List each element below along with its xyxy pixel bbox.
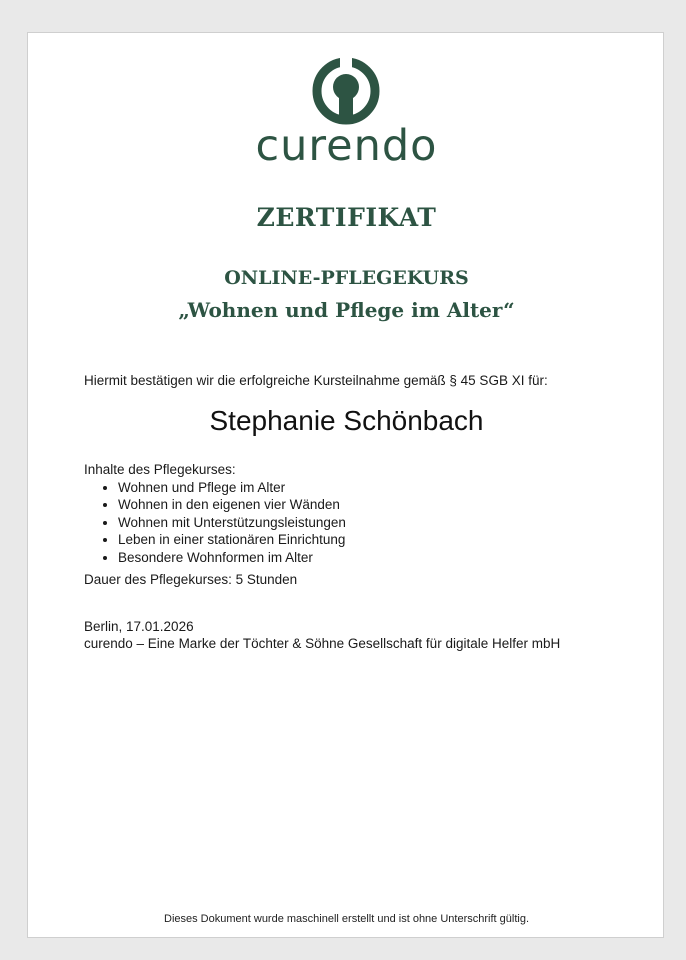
list-item: • Wohnen und Pflege im Alter bbox=[118, 479, 346, 496]
confirmation-text: Hiermit bestätigen wir die erfolgreiche Kursteilnahme gemäß § 45 SGB XI für: bbox=[84, 373, 548, 388]
list-item: • Leben in einer stationären Einrichtung bbox=[118, 531, 346, 548]
place-date: Berlin, 17.01.2026 bbox=[84, 619, 194, 634]
logo-wordmark: curendo bbox=[255, 121, 438, 171]
issuer-line: curendo – Eine Marke der Töchter & Söhne Gesellschaft für digitale Helfer mbH bbox=[84, 636, 561, 651]
list-item: • Wohnen mit Unterstützungsleistungen bbox=[118, 514, 346, 531]
curendo-logo-icon bbox=[312, 57, 380, 125]
participant-name: Stephanie Schönbach bbox=[209, 405, 484, 436]
contents-list bbox=[84, 479, 346, 566]
course-name: „Wohnen und Pflege im Alter“ bbox=[178, 298, 515, 322]
certificate-title: ZERTIFIKAT bbox=[256, 203, 437, 232]
list-item: • Wohnen in den eigenen vier Wänden bbox=[118, 496, 346, 513]
list-item: • Besondere Wohnformen im Alter bbox=[118, 549, 346, 566]
contents-label: Inhalte des Pflegekurses: bbox=[84, 462, 236, 477]
footer-note: Dieses Dokument wurde maschinell erstellt und ist ohne Unterschrift gültig. bbox=[164, 913, 529, 925]
course-type: ONLINE-PFLEGEKURS bbox=[224, 267, 469, 289]
certificate-page bbox=[27, 32, 664, 938]
course-duration: Dauer des Pflegekurses: 5 Stunden bbox=[84, 572, 298, 587]
